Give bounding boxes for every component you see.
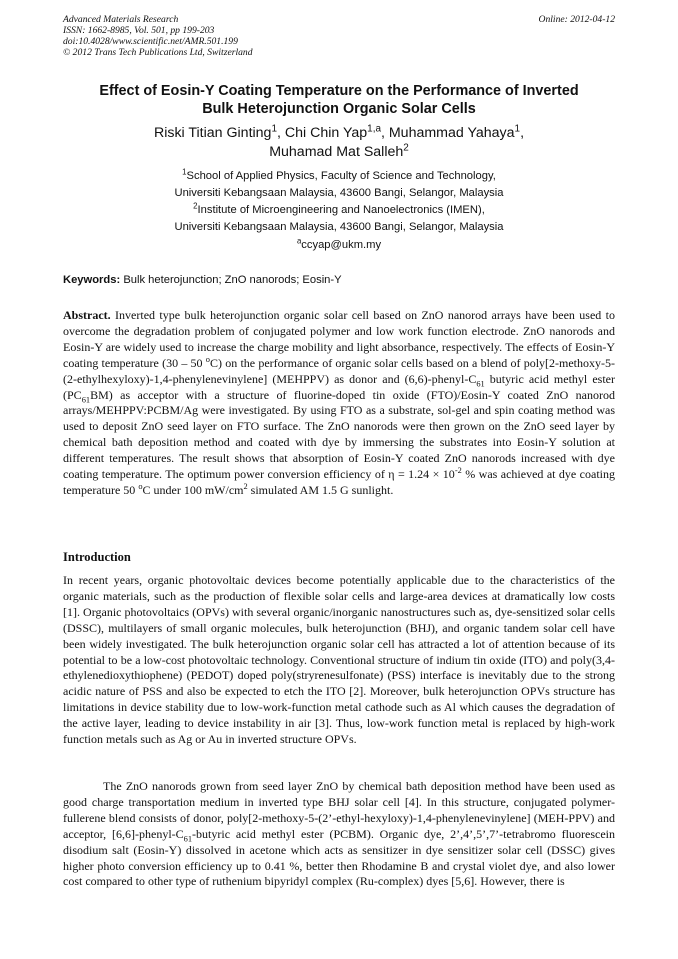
issn-line: ISSN: 1662-8985, Vol. 501, pp 199-203 xyxy=(63,25,215,36)
author-affiliation-mark: 1 xyxy=(271,123,277,135)
degree-mark: o xyxy=(205,354,210,364)
affiliation-mark: 1 xyxy=(182,167,187,177)
affiliation-mark: 2 xyxy=(193,201,198,211)
abstract-text: C under 100 mW/cm xyxy=(142,482,244,497)
publication-header xyxy=(63,14,615,58)
author-name: Muhammad Yahaya xyxy=(388,125,515,141)
author-affiliation-mark: 1 xyxy=(514,123,521,135)
affiliation-line: School of Applied Physics, Faculty of Science and Technology, xyxy=(186,170,496,182)
abstract-label: Abstract. xyxy=(63,308,111,322)
abstract-text: BM) as acceptor with a structure of fluorine-doped tin oxide (FTO)/Eosin-Y coated ZnO nanorod arrays/MEHPPV:PCBM/Ag were investigated. By using FTO as a substrate, sol-gel and spin coating method was used to deposit ZnO seed layer on FTO surface. The ZnO nanorods were then grown on the ZnO seed layer by chemical bath deposition method and coated with dye by immersing the substrates into Eosin-Y solution at different temperatures. The result shows that absorption of Eosin-Y coated ZnO nanorods increased with dye coating temperature. The optimum power conversion efficiency of η = 1.24 × 10 xyxy=(63,387,615,482)
email-address: ccyap@ukm.my xyxy=(301,239,382,251)
doi-line: doi:10.4028/www.scientific.net/AMR.501.199 xyxy=(63,36,238,47)
introduction-paragraph-1: In recent years, organic photovoltaic devices become potentially applicable due to the characteristics of the organic materials, such as the production of flexible solar cells and large-area devices at dramatically low costs [1]. Organic photovoltaics (OPVs) with several organic/inorganic nanostructures such as, dye-sensitized solar cells (DSSC), multilayers of small organic molecules, bulk heterojunction (BHJ), and organic tandem solar cell have been widely investigated. The bulk heterojunction organic solar cell has attracted a lot of attention because of its potential to be a low-cost photovoltaic technology. Conventional structure of indium tin oxide (ITO) and poly(3,4-ethylenedioxythiophene) (PEDOT) doped poly(stryrenesulfonate) (PSS) interface is inevitably due to the strong acidic nature of PSS and also be expected to etch the ITO [2]. Moreover, bulk heterojunction OPVs structure has limitations in device stability due to low-work-function metal cathode such as Al which causes the degradation of the active layer, leading to device instability in air [3]. Thus, low-work function metal is replaced by high-work function metals such as Ag or Au in inverted structure OPVs. xyxy=(63,573,615,747)
keywords-label: Keywords: xyxy=(63,274,121,286)
abstract-text: % was achieved at dye coating temperature 50 xyxy=(63,467,616,497)
introduction-paragraph-2 xyxy=(63,779,615,890)
abstract-text: butyric acid methyl ester (PC xyxy=(63,371,615,402)
journal-name: Advanced Materials Research xyxy=(63,14,179,25)
abstract-text: C) on the performance of organic solar cells based on a blend of poly[2-methoxy-5-(2-ethylhexyloxy)-1,4-phenylenevinylene] (MEHPPV) as donor and (6,6)-phenyl-C xyxy=(63,355,616,386)
author-affiliation-mark: 1,a xyxy=(367,123,381,135)
subscript: 61 xyxy=(81,394,91,404)
author-name: Chi Chin Yap xyxy=(284,125,368,141)
author-list: Riski Titian Ginting$^1$, Chi Chin Yap$^{1,a}$, Muhammad Yahaya$^1$, Muhamad Mat Salleh$^2$ xyxy=(153,123,525,160)
affiliation-line: Universiti Kebangsaan Malaysia, 43600 Bangi, Selangor, Malaysia xyxy=(174,220,504,233)
author-name: Muhamad Mat Salleh xyxy=(269,144,404,160)
abstract xyxy=(63,308,615,499)
email-mark: a xyxy=(296,236,302,246)
corresponding-email xyxy=(40,237,638,254)
degree-mark: o xyxy=(138,481,143,491)
abstract-text: Inverted type bulk heterojunction organic solar cell based on ZnO nanorod arrays have been used to overcome the degradation problem of conjugated polymer and low work function electrode. ZnO nanorods and Eosin-Y are widely used to increase the charge mobility and light absorbance, respectively. The effects of Eosin-Y coating temperature (30 – 50 xyxy=(63,308,616,370)
affiliation-line: Universiti Kebangsaan Malaysia, 43600 Bangi, Selangor, Malaysia xyxy=(174,186,504,199)
section-heading-introduction: Introduction xyxy=(63,550,131,564)
exponent: 2 xyxy=(243,481,248,491)
abstract-text: simulated AM 1.5 G sunlight. xyxy=(247,482,394,497)
title-line-1: Effect of Eosin-Y Coating Temperature on the Performance of Inverted xyxy=(99,83,579,99)
keywords-text: Bulk heterojunction; ZnO nanorods; Eosin-Y xyxy=(123,274,342,286)
online-date: Online: 2012-04-12 xyxy=(538,14,615,25)
author-affiliation-mark: 2 xyxy=(403,142,409,154)
subscript: 61 xyxy=(476,379,485,389)
author-name: Riski Titian Ginting xyxy=(153,125,272,141)
title-line-2: Bulk Heterojunction Organic Solar Cells xyxy=(202,101,476,117)
copyright-line: © 2012 Trans Tech Publications Ltd, Switzerland xyxy=(63,47,253,58)
paragraph-text: The ZnO nanorods grown from seed layer ZnO by chemical bath deposition method have been used as good charge transportation medium in inverted type BHJ solar cell [4]. In this structure, conjugated polymer-fullerene blend consists of donor, poly[2-methoxy-5-(2’-ethyl-hexyloxy)-1,4-phenylenevinylene] (MEH-PPV) and acceptor, [6,6]-phenyl-C xyxy=(63,779,615,841)
subscript: 61 xyxy=(183,834,193,844)
paragraph-text: -butyric acid methyl ester (PCBM). Organic dye, 2’,4’,5’,7’-tetrabromo fluorescein disodium salt (Eosin-Y) dissolved in acetone which acts as sensitizer in dye sensitizer solar cell (DSSC) gives higher photo conversion efficiency up to 0.41 %, better then Rhodamine B and crystal violet dye, and also lower cost compared to other type of ruthenium bipyridyl complex (Ru-complex) dyes [5,6]. However, there is xyxy=(63,826,615,889)
keywords xyxy=(63,272,615,288)
paper-title xyxy=(40,82,638,118)
exponent: -2 xyxy=(454,466,462,476)
affiliation-2 xyxy=(40,202,638,235)
affiliation-line: Institute of Microengineering and Nanoelectronics (IMEN), xyxy=(197,204,485,216)
affiliation-1 xyxy=(40,168,638,201)
